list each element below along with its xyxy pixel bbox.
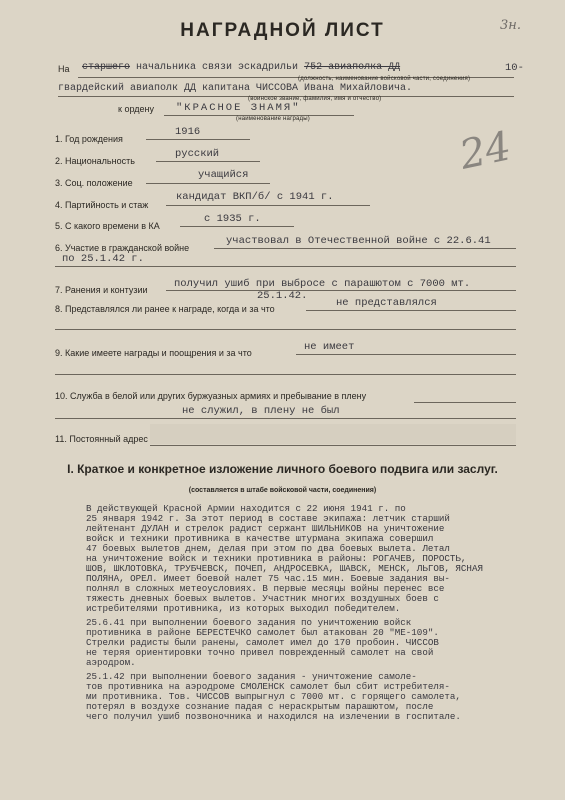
narrative-line: лейтенант ДУЛАН и стрелок радист сержант ШИЛЬНИКОВ на уничтожение	[86, 524, 445, 534]
narrative-line: тов противника на аэродроме СМОЛЕНСК самолет был сбит истребителя-	[86, 682, 450, 692]
field-6-line	[214, 248, 516, 249]
field-6-label: 6. Участие в гражданской войне	[55, 243, 190, 253]
field-9-value: не имеет	[304, 341, 355, 353]
field-3-value: учащийся	[198, 169, 249, 181]
field-5-value: с 1935 г.	[204, 213, 261, 225]
narrative-line: 25.6.41 при выполнении боевого задания по уничтожению войск	[86, 618, 412, 628]
header-recipient: гвардейский авиаполк ДД капитана ЧИССОВА Ивана Михайловича.	[58, 83, 413, 94]
field-8-line-2	[55, 329, 516, 330]
field-6-line-2	[55, 266, 516, 267]
field-5-label: 5. С какого времени в КА	[55, 221, 160, 231]
field-8-value: не представлялся	[336, 297, 437, 309]
narrative-line: аэродром.	[86, 658, 136, 668]
header-caption-3: (наименование награды)	[236, 116, 310, 122]
narrative-line: полнял в сложных метеоусловиях. В первые месяцы войны перенес все	[86, 584, 445, 594]
field-5-line	[180, 226, 294, 227]
narrative-line: войск и техники противника в качестве штурмана экипажа совершил	[86, 534, 434, 544]
field-7-value-cont: 25.1.42.	[257, 290, 308, 302]
field-11-line	[150, 445, 516, 446]
field-4-label: 4. Партийность и стаж	[55, 200, 149, 210]
field-10-value: не служил, в плену не был	[182, 405, 340, 417]
header-order-prefix: к ордену	[118, 104, 154, 114]
field-8-line	[306, 310, 516, 311]
narrative-line: противника в районе БЕРЕСТЕЧКО самолет был атакован 20 "МЕ-109".	[86, 628, 439, 638]
document-title: НАГРАДНОЙ ЛИСТ	[180, 20, 385, 41]
narrative-line: В действующей Красной Армии находится с 22 июня 1941 г. по	[86, 504, 406, 514]
narrative-line: на уничтожение войск и техники противника в районы: РОГАЧЕВ, ПОРОСТЬ,	[86, 554, 467, 564]
header-order-name: "КРАСНОЕ ЗНАМЯ"	[176, 102, 301, 114]
field-2-label: 2. Национальность	[55, 156, 135, 166]
struck-unit: 752 авиаполка ДД	[304, 62, 401, 73]
header-position: начальника связи эскадрильи	[136, 62, 299, 73]
narrative-line: 47 боевых вылетов днем, делая при этом по два боевых вылета. Летал	[86, 544, 450, 554]
section-subtitle: (составляется в штабе войсковой части, соединения)	[188, 487, 377, 494]
header-line1	[82, 62, 400, 73]
narrative-paragraph-1	[86, 504, 524, 614]
section-title: I. Краткое и конкретное изложение личного боевого подвига или заслуг.	[67, 462, 498, 476]
narrative-line: ШОВ, ШКЛОТОВКА, ТРУБЧЕВСК, ПОЧЕП, АНДРОСЕВКА, ШАВСК, МЕНСК, ЛЬГОВ, ЯСНАЯ	[86, 564, 483, 574]
field-7-line	[166, 290, 516, 291]
narrative-paragraph-2	[86, 618, 524, 668]
address-redaction	[150, 424, 516, 444]
narrative-line: ПОЛЯНА, ОРЕЛ. Имеет боевой налет 75 час.15 мин. Боевые задания вы-	[86, 574, 450, 584]
field-6-value-cont: по 25.1.42 г.	[62, 253, 144, 265]
field-3-label: 3. Соц. положение	[55, 178, 133, 188]
field-9-line	[296, 354, 516, 355]
narrative-line: 25 января 1942 г. За этот период в составе экипажа: летчик старший	[86, 514, 450, 524]
archive-mark: 3н.	[500, 18, 521, 33]
field-6-value: участвовал в Отечественной войне с 22.6.41	[226, 235, 491, 247]
field-10-line-2	[55, 418, 516, 419]
header-caption-2: (воинское звание, фамилия, имя и отчество)	[248, 96, 382, 102]
field-1-label: 1. Год рождения	[55, 134, 123, 144]
field-7-value: получил ушиб при выбросе с парашютом с 7000 мт.	[174, 278, 471, 290]
field-2-value: русский	[175, 148, 220, 160]
struck-rank: старшего	[82, 62, 131, 73]
field-9-label: 9. Какие имеете награды и поощрения и за что	[55, 348, 252, 358]
field-4-value: кандидат ВКП/б/ с 1941 г.	[176, 191, 334, 203]
header-caption-1: (должность, наименование войсковой части, соединения)	[298, 76, 471, 82]
narrative-line: потерял в воздухе сознание падая с нераскрытым парашютом, после	[86, 702, 434, 712]
field-9-line-2	[55, 374, 516, 375]
narrative-line: тяжесть дневных боевых вылетов. Участник многих воздушных боев с	[86, 594, 439, 604]
field-7-label: 7. Ранения и контузии	[55, 285, 148, 295]
field-8-label: 8. Представлялся ли ранее к награде, когда и за что	[55, 304, 275, 314]
field-11-label: 11. Постоянный адрес	[55, 434, 148, 444]
narrative-line: 25.1.42 при выполнении боевого задания - уничтожение самоле-	[86, 672, 417, 682]
field-10-line	[414, 402, 516, 403]
narrative-paragraph-3	[86, 672, 524, 722]
narrative-line: не теряя ориентировки точно привел поврежденный самолет на свой	[86, 648, 434, 658]
narrative-line: чего получил ушиб позвоночника и находился на излечении в госпитале.	[86, 712, 461, 722]
field-4-line	[166, 205, 370, 206]
narrative-line: Стрелки радисты были ранены, самолет имел до 170 пробоин. ЧИССОВ	[86, 638, 439, 648]
handwritten-number: 24	[455, 123, 516, 179]
header-suffix: 10-	[505, 62, 524, 74]
field-1-value: 1916	[175, 126, 201, 138]
field-10-label: 10. Служба в белой или других буржуазных армиях и пребывание в плену	[55, 391, 367, 401]
narrative-line: ми противника. Тов. ЧИССОВ выпрыгнул с 7000 мт. с горящего самолета,	[86, 692, 461, 702]
narrative-line: истребителями противника, из которых выходил победителем.	[86, 604, 401, 614]
header-na: На	[58, 64, 70, 74]
field-1-line	[146, 139, 250, 140]
field-2-line	[156, 161, 260, 162]
field-3-line	[146, 183, 270, 184]
